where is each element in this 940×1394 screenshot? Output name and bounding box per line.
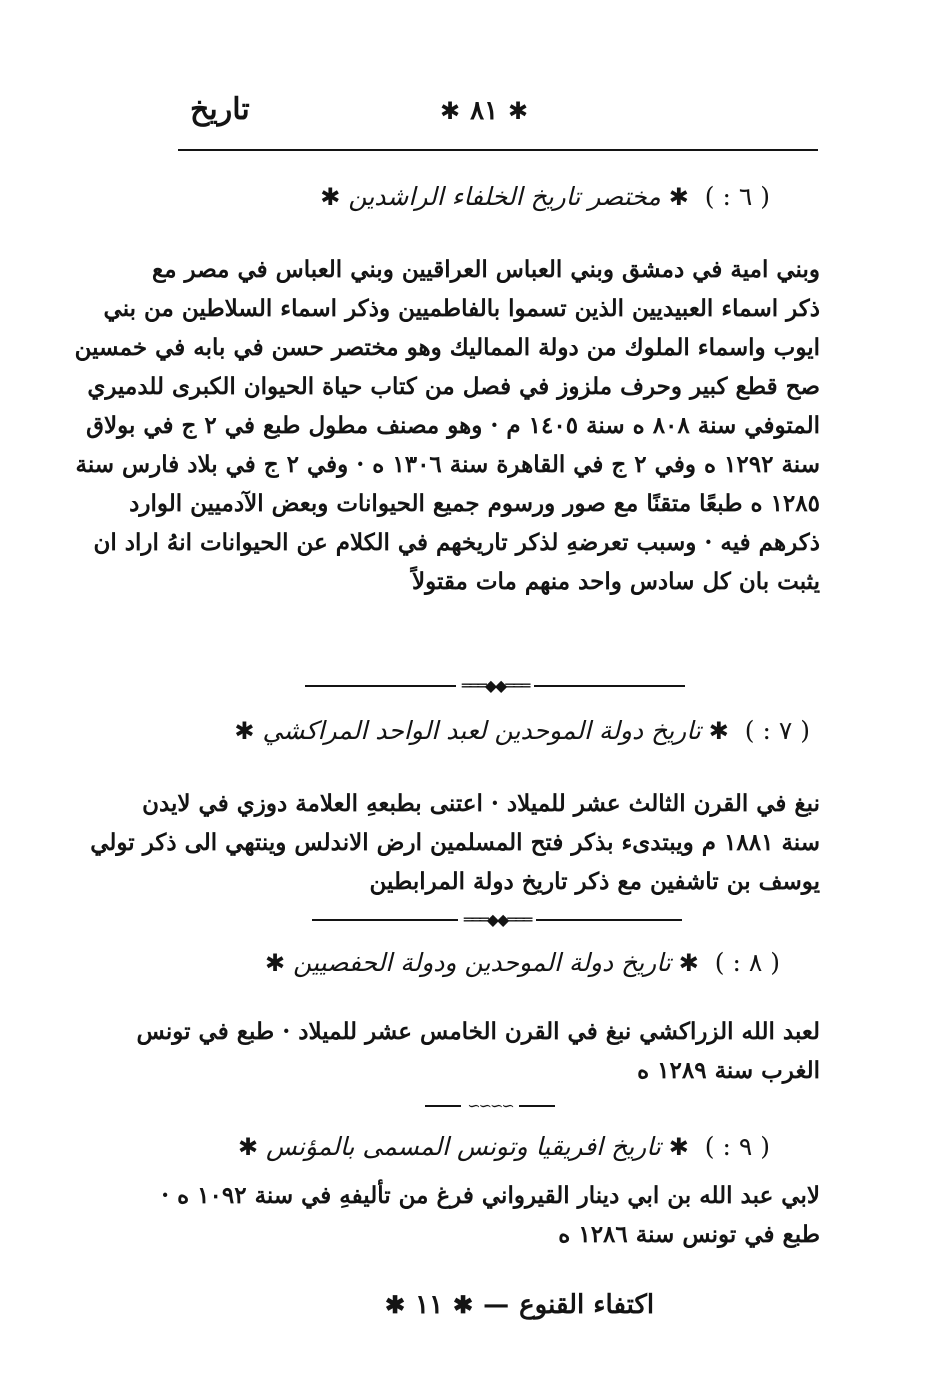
header-rule <box>178 149 818 151</box>
star-ornament-icon: ✱ <box>237 1133 259 1161</box>
section-title: تاريخ افريقيا وتونس المسمى بالمؤنس <box>266 1132 661 1161</box>
body-line: لعبد الله الزراكشي نبغ في القرن الخامس عشر للميلاد · طبع في تونس <box>136 1018 820 1045</box>
section-title: مختصر تاريخ الخلفاء الراشدين <box>348 182 661 211</box>
body-line: ١٢٨٥ ه طبعًا متقنًا مع صور ورسوم جميع الحيوانات وبعض الآدميين الوارد <box>129 490 820 517</box>
star-ornament-icon: ✱ <box>678 949 699 977</box>
section-8-body <box>136 1012 820 1090</box>
footer-signature <box>385 1290 654 1320</box>
body-line: ذكرهم فيه · وسبب تعرضهِ لذكر تاريخهم في الكلام عن الحيوانات انهُ اراد ان <box>93 529 820 556</box>
star-ornament-icon: ✱ <box>234 717 255 745</box>
star-ornament-icon: ✱ <box>320 183 341 211</box>
section-number: ( ٩ : ) <box>704 1132 770 1161</box>
star-ornament-icon: ✱ <box>265 949 286 977</box>
star-ornament-icon: ✱ <box>440 97 461 125</box>
footer-number: ١١ <box>415 1290 444 1320</box>
star-ornament-icon: ✱ <box>453 1290 474 1319</box>
section-6-heading <box>320 182 770 211</box>
body-line: لابي عبد الله بن ابي دينار القيرواني فرغ من تأليفهِ في سنة ١٠٩٢ ه · <box>161 1182 820 1209</box>
section-title: تاريخ دولة الموحدين لعبد الواحد المراكشي <box>262 716 701 745</box>
ornamental-divider <box>425 1096 555 1115</box>
section-8-heading <box>265 948 780 977</box>
body-line: وبني امية في دمشق وبني العباس العراقيين وبني العباس في مصر مع <box>151 256 820 283</box>
section-title: تاريخ دولة الموحدين ودولة الحفصيين <box>293 948 671 977</box>
star-ornament-icon: ✱ <box>668 183 689 211</box>
body-line: المتوفي سنة ٨٠٨ ه سنة ١٤٠٥ م · وهو مصنف مطول طبع في ٢ ج في بولاق <box>86 412 820 439</box>
body-line: ذكر اسماء العبيديين الذين تسموا بالفاطميين وذكر اسماء السلاطين من بني <box>103 295 820 322</box>
header-page-number: ٨١ <box>470 96 499 126</box>
body-line: نبغ في القرن الثالث عشر للميلاد · اعتنى بطبعهِ العلامة دوزي في لايدن <box>142 790 820 817</box>
body-line: يثبت بان كل سادس واحد منهم مات مقتولاً <box>411 568 820 595</box>
body-line: يوسف بن تاشفين مع ذكر تاريخ دولة المرابطين <box>369 868 820 895</box>
section-9-heading <box>238 1132 770 1161</box>
star-ornament-icon: ✱ <box>508 97 529 125</box>
body-line: صح قطع كبير وحرف ملزوز في فصل من كتاب حياة الحيوان الكبرى للدميري <box>87 373 820 400</box>
footer-dash: — <box>483 1290 510 1320</box>
body-line: طبع في تونس سنة ١٢٨٦ ه <box>558 1221 820 1248</box>
section-7-body <box>90 784 820 901</box>
header-page-marker <box>440 96 528 126</box>
section-7-heading <box>234 716 810 745</box>
ornamental-divider <box>312 910 682 929</box>
ornamental-divider <box>305 676 685 695</box>
section-number: ( ٨ : ) <box>714 948 780 977</box>
star-ornament-icon: ✱ <box>385 1290 406 1319</box>
body-line: سنة ١٨٨١ م ويبتدىء بذكر فتح المسلمين ارض الاندلس وينتهي الى ذكر تولي <box>90 829 820 856</box>
star-ornament-icon: ✱ <box>708 717 729 745</box>
body-line: الغرب سنة ١٢٨٩ ه <box>637 1057 820 1084</box>
section-6-body <box>74 250 820 601</box>
section-number: ( ٧ : ) <box>744 716 810 745</box>
divider-knot-icon: ∽∽∽∽ <box>467 1096 513 1115</box>
section-9-body <box>161 1176 820 1254</box>
divider-knot-icon: ═══◆◆═══ <box>461 676 529 695</box>
footer-title: اكتفاء القنوع <box>519 1290 655 1320</box>
header-title: تاريخ <box>190 92 250 127</box>
section-number: ( ٦ : ) <box>704 182 770 211</box>
body-line: ايوب واسماء الملوك من دولة المماليك وهو مختصر حسن في بابه في خمسين <box>74 334 820 361</box>
divider-knot-icon: ═══◆◆═══ <box>463 910 531 929</box>
body-line: سنة ١٢٩٢ ه وفي ٢ ج في القاهرة سنة ١٣٠٦ ه · وفي ٢ ج في بلاد فارس سنة <box>75 451 820 478</box>
star-ornament-icon: ✱ <box>668 1133 689 1161</box>
